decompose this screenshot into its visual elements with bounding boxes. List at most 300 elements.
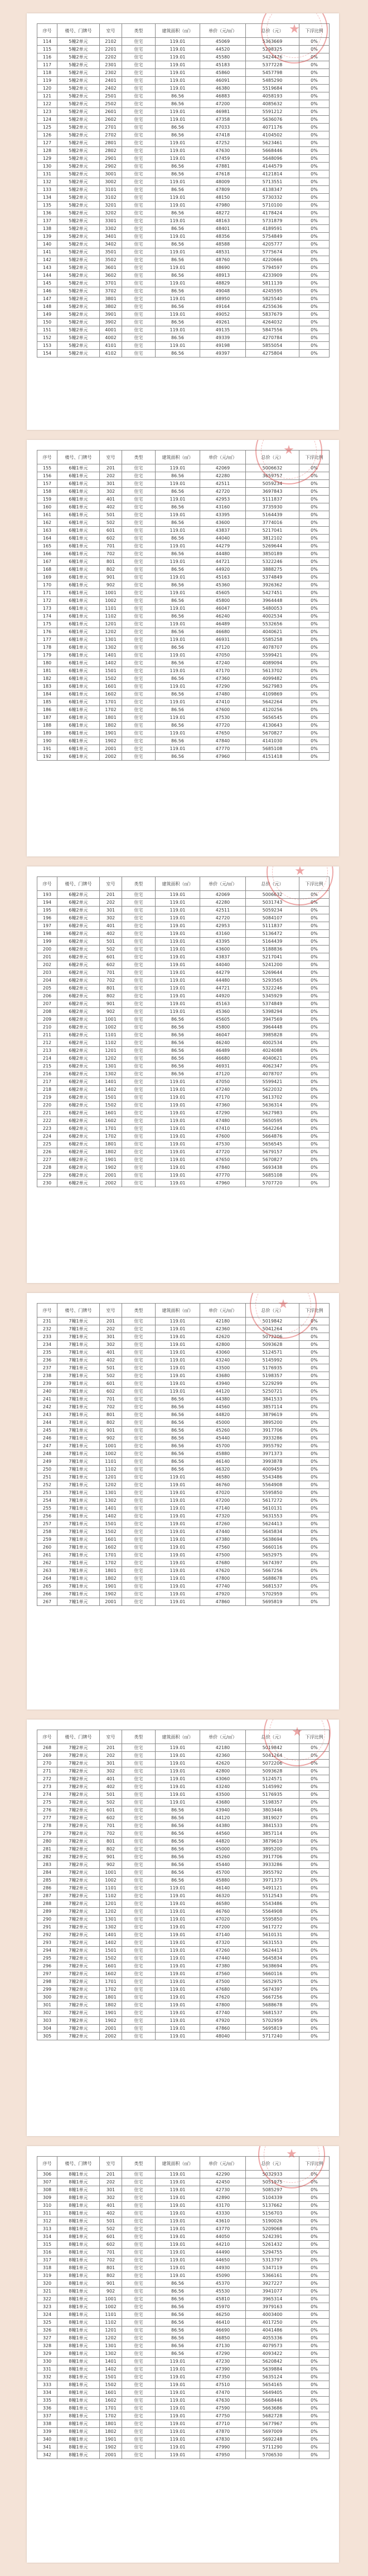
cell-type: 住宅 [122, 124, 156, 131]
cell-room: 1401 [100, 1078, 122, 1086]
cell-type: 住宅 [122, 116, 156, 124]
cell-price: 42730 [200, 2186, 246, 2194]
cell-building: 8幢1单元 [57, 2358, 100, 2366]
cell-price: 47990 [200, 2443, 246, 2451]
cell-building: 7幢1单元 [57, 1333, 100, 1341]
cell-total: 5032933 [246, 2171, 299, 2178]
cell-area: 119.01 [156, 1559, 200, 1567]
table-row [37, 53, 330, 61]
cell-type: 住宅 [122, 1179, 156, 1187]
cell-area: 119.01 [156, 899, 200, 907]
cell-room: 1001 [100, 1869, 122, 1877]
cell-index: 281 [37, 1845, 57, 1853]
cell-area: 119.01 [156, 2225, 200, 2233]
cell-room: 801 [100, 2264, 122, 2272]
cell-type: 住宅 [122, 100, 156, 108]
cell-building: 6幢1单元 [57, 636, 100, 644]
cell-type: 住宅 [122, 581, 156, 589]
cell-total: 4178424 [246, 209, 299, 217]
cell-price: 45260 [200, 1853, 246, 1861]
cell-price: 47350 [200, 2373, 246, 2381]
cell-room: 501 [100, 1791, 122, 1799]
cell-total: 5667256 [246, 1994, 299, 2001]
cell-discount: 0% [299, 992, 330, 1000]
cell-building: 5幢2单元 [57, 85, 100, 92]
cell-type: 住宅 [122, 217, 156, 225]
cell-building: 7幢2单元 [57, 1775, 100, 1783]
table-row [37, 2311, 330, 2319]
cell-price: 42450 [200, 2178, 246, 2186]
cell-index: 136 [37, 209, 57, 217]
cell-discount: 0% [299, 714, 330, 722]
cell-area: 86.56 [156, 272, 200, 280]
cell-area: 119.01 [156, 46, 200, 53]
cell-area: 86.56 [156, 1466, 200, 1473]
table-row [37, 2350, 330, 2358]
cell-index: 285 [37, 1877, 57, 1884]
cell-total: 4003400 [246, 2311, 299, 2319]
cell-building: 8幢1单元 [57, 2350, 100, 2358]
cell-room: 1201 [100, 620, 122, 628]
cell-total: 5682728 [246, 2412, 299, 2420]
cell-type: 住宅 [122, 46, 156, 53]
cell-room: 1402 [100, 1939, 122, 1947]
cell-total: 3659757 [246, 472, 299, 480]
cell-price: 47410 [200, 1125, 246, 1133]
cell-area: 86.56 [156, 209, 200, 217]
cell-price: 43500 [200, 1791, 246, 1799]
cell-discount: 0% [299, 1164, 330, 1172]
cell-type: 住宅 [122, 535, 156, 542]
cell-type: 住宅 [122, 1583, 156, 1590]
cell-building: 8幢1单元 [57, 2241, 100, 2249]
table-row [37, 1767, 330, 1775]
cell-room: 1202 [100, 1055, 122, 1062]
cell-room: 1402 [100, 2366, 122, 2373]
cell-area: 119.01 [156, 2178, 200, 2186]
cell-total: 5374849 [246, 574, 299, 581]
cell-type: 住宅 [122, 589, 156, 597]
cell-total: 3735930 [246, 503, 299, 511]
cell-discount: 0% [299, 2443, 330, 2451]
cell-building: 5幢2单元 [57, 334, 100, 342]
cell-area: 119.01 [156, 683, 200, 690]
cell-index: 137 [37, 217, 57, 225]
cell-discount: 0% [299, 326, 330, 334]
cell-room: 902 [100, 581, 122, 589]
cell-price: 43680 [200, 1799, 246, 1806]
cell-discount: 0% [299, 53, 330, 61]
cell-area: 86.56 [156, 2295, 200, 2303]
cell-price: 46489 [200, 620, 246, 628]
cell-type: 住宅 [122, 1900, 156, 1908]
cell-total: 5695819 [246, 2025, 299, 2033]
cell-discount: 0% [299, 61, 330, 69]
cell-room: 802 [100, 2272, 122, 2280]
cell-area: 86.56 [156, 1845, 200, 1853]
table-row [37, 2404, 330, 2412]
cell-type: 住宅 [122, 1908, 156, 1916]
cell-total: 5188836 [246, 946, 299, 953]
cell-total: 4121814 [246, 170, 299, 178]
table-row [37, 2334, 330, 2342]
table-row [37, 163, 330, 170]
table-row [37, 683, 330, 690]
cell-room: 1901 [100, 2009, 122, 2017]
cell-index: 159 [37, 496, 57, 503]
cell-discount: 0% [299, 1752, 330, 1760]
cell-discount: 0% [299, 2358, 330, 2366]
table-row [37, 953, 330, 961]
table-row [37, 2033, 330, 2040]
cell-index: 256 [37, 1512, 57, 1520]
cell-discount: 0% [299, 1861, 330, 1869]
cell-area: 119.01 [156, 1172, 200, 1179]
cell-price: 47740 [200, 1583, 246, 1590]
cell-area: 119.01 [156, 1994, 200, 2001]
cell-index: 330 [37, 2358, 57, 2366]
cell-type: 住宅 [122, 620, 156, 628]
cell-discount: 0% [299, 1133, 330, 1140]
cell-type: 住宅 [122, 1325, 156, 1333]
cell-total: 5585258 [246, 636, 299, 644]
cell-room: 301 [100, 1333, 122, 1341]
cell-index: 139 [37, 233, 57, 241]
cell-building: 8幢1单元 [57, 2451, 100, 2459]
cell-price: 44930 [200, 2264, 246, 2272]
cell-building: 7幢2单元 [57, 1916, 100, 1923]
cell-building: 5幢2单元 [57, 124, 100, 131]
cell-price: 47740 [200, 2009, 246, 2017]
cell-index: 261 [37, 1551, 57, 1559]
cell-index: 190 [37, 737, 57, 745]
table-row [37, 464, 330, 472]
cell-index: 341 [37, 2443, 57, 2451]
cell-index: 301 [37, 2001, 57, 2009]
cell-room: 1601 [100, 1962, 122, 1970]
table-row [37, 1528, 330, 1536]
cell-room: 301 [100, 480, 122, 488]
cell-total: 5085297 [246, 2186, 299, 2194]
cell-discount: 0% [299, 38, 330, 46]
cell-price: 43940 [200, 1806, 246, 1814]
cell-price: 42800 [200, 1341, 246, 1349]
cell-type: 住宅 [122, 1481, 156, 1489]
cell-type: 住宅 [122, 1822, 156, 1830]
table-row [37, 2017, 330, 2025]
cell-area: 119.01 [156, 652, 200, 659]
cell-total: 5269644 [246, 542, 299, 550]
cell-area: 86.56 [156, 225, 200, 233]
cell-index: 240 [37, 1388, 57, 1395]
cell-building: 8幢1单元 [57, 2303, 100, 2311]
cell-type: 住宅 [122, 2241, 156, 2249]
cell-type: 住宅 [122, 914, 156, 922]
cell-index: 317 [37, 2256, 57, 2264]
cell-total: 5145992 [246, 1783, 299, 1791]
table-row [37, 1567, 330, 1575]
table-row [37, 2202, 330, 2210]
cell-discount: 0% [299, 2017, 330, 2025]
cell-total: 5668446 [246, 147, 299, 155]
cell-total: 5124571 [246, 1349, 299, 1356]
cell-type: 住宅 [122, 519, 156, 527]
cell-price: 43240 [200, 1783, 246, 1791]
cell-discount: 0% [299, 1931, 330, 1939]
table-row [37, 620, 330, 628]
cell-type: 住宅 [122, 1117, 156, 1125]
cell-price: 47140 [200, 1505, 246, 1512]
cell-price: 47530 [200, 714, 246, 722]
cell-total: 5366161 [246, 2272, 299, 2280]
cell-building: 7幢1单元 [57, 1349, 100, 1356]
cell-type: 住宅 [122, 1016, 156, 1023]
cell-area: 86.56 [156, 303, 200, 311]
table-row [37, 946, 330, 953]
table-row [37, 1923, 330, 1931]
cell-index: 223 [37, 1125, 57, 1133]
cell-discount: 0% [299, 163, 330, 170]
cell-room: 502 [100, 2225, 122, 2233]
cell-area: 119.01 [156, 2420, 200, 2428]
table-row [37, 938, 330, 946]
cell-total: 5322246 [246, 985, 299, 992]
cell-building: 5幢2单元 [57, 116, 100, 124]
table-row [37, 1931, 330, 1939]
cell-price: 47440 [200, 1955, 246, 1962]
table-row [37, 326, 330, 334]
cell-type: 住宅 [122, 2295, 156, 2303]
table-row [37, 714, 330, 722]
table-row [37, 745, 330, 753]
column-header-price: 单价（元/㎡） [200, 1304, 246, 1318]
cell-price: 44120 [200, 1388, 246, 1395]
cell-price: 47510 [200, 2381, 246, 2389]
cell-area: 119.01 [156, 2233, 200, 2241]
cell-price: 43600 [200, 519, 246, 527]
cell-price: 42180 [200, 1318, 246, 1325]
cell-total: 5677967 [246, 2420, 299, 2428]
cell-building: 7幢2单元 [57, 1877, 100, 1884]
table-row [37, 2342, 330, 2350]
cell-type: 住宅 [122, 1333, 156, 1341]
cell-discount: 0% [299, 1590, 330, 1598]
cell-total: 5638694 [246, 1962, 299, 1970]
cell-area: 86.56 [156, 675, 200, 683]
cell-index: 300 [37, 1994, 57, 2001]
cell-room: 1802 [100, 1148, 122, 1156]
cell-index: 182 [37, 675, 57, 683]
cell-room: 1601 [100, 683, 122, 690]
cell-building: 5幢2单元 [57, 319, 100, 326]
cell-area: 86.56 [156, 1419, 200, 1427]
cell-discount: 0% [299, 256, 330, 264]
cell-type: 住宅 [122, 1062, 156, 1070]
cell-price: 47881 [200, 163, 246, 170]
cell-index: 310 [37, 2202, 57, 2210]
cell-room: 202 [100, 2178, 122, 2186]
table-row [37, 319, 330, 326]
cell-area: 119.01 [156, 139, 200, 147]
cell-total: 3965314 [246, 2295, 299, 2303]
cell-type: 住宅 [122, 1916, 156, 1923]
column-header-total: 总价（元） [246, 2157, 299, 2171]
cell-area: 119.01 [156, 1791, 200, 1799]
cell-price: 47960 [200, 753, 246, 761]
cell-area: 86.56 [156, 1838, 200, 1845]
cell-room: 1902 [100, 2443, 122, 2451]
cell-index: 246 [37, 1434, 57, 1442]
cell-building: 8幢1单元 [57, 2404, 100, 2412]
cell-room: 2002 [100, 753, 122, 761]
cell-building: 6幢2单元 [57, 1023, 100, 1031]
cell-discount: 0% [299, 2381, 330, 2389]
cell-index: 120 [37, 85, 57, 92]
table-row [37, 1978, 330, 1986]
cell-total: 5670827 [246, 1156, 299, 1164]
cell-area: 119.01 [156, 977, 200, 985]
cell-index: 143 [37, 264, 57, 272]
cell-type: 住宅 [122, 2428, 156, 2436]
cell-index: 323 [37, 2303, 57, 2311]
document-page [27, 13, 339, 430]
cell-type: 住宅 [122, 527, 156, 535]
cell-price: 45000 [200, 1845, 246, 1853]
cell-building: 6幢1单元 [57, 535, 100, 542]
cell-discount: 0% [299, 1442, 330, 1450]
cell-type: 住宅 [122, 2319, 156, 2327]
cell-room: 2902 [100, 163, 122, 170]
cell-building: 7幢2单元 [57, 1986, 100, 1994]
cell-total: 3879619 [246, 1411, 299, 1419]
cell-index: 273 [37, 1783, 57, 1791]
cell-price: 48950 [200, 295, 246, 303]
cell-discount: 0% [299, 1536, 330, 1544]
cell-index: 279 [37, 1830, 57, 1838]
cell-type: 住宅 [122, 272, 156, 280]
cell-index: 247 [37, 1442, 57, 1450]
cell-price: 45700 [200, 1869, 246, 1877]
cell-discount: 0% [299, 1497, 330, 1505]
cell-building: 6幢2单元 [57, 1047, 100, 1055]
cell-type: 住宅 [122, 2412, 156, 2420]
cell-index: 114 [37, 38, 57, 46]
cell-room: 701 [100, 2249, 122, 2256]
cell-discount: 0% [299, 1411, 330, 1419]
cell-room: 702 [100, 1830, 122, 1838]
cell-room: 502 [100, 946, 122, 953]
cell-type: 住宅 [122, 1947, 156, 1955]
cell-type: 住宅 [122, 1760, 156, 1767]
cell-building: 5幢2单元 [57, 38, 100, 46]
cell-building: 6幢2单元 [57, 1086, 100, 1094]
cell-total: 3879619 [246, 1838, 299, 1845]
cell-index: 126 [37, 131, 57, 139]
cell-discount: 0% [299, 683, 330, 690]
cell-area: 119.01 [156, 1931, 200, 1939]
cell-area: 119.01 [156, 1760, 200, 1767]
table-row [37, 248, 330, 256]
cell-discount: 0% [299, 2319, 330, 2327]
cell-discount: 0% [299, 1179, 330, 1187]
cell-index: 244 [37, 1419, 57, 1427]
cell-index: 149 [37, 311, 57, 319]
cell-building: 6幢1单元 [57, 698, 100, 706]
cell-type: 住宅 [122, 2280, 156, 2288]
cell-room: 4002 [100, 334, 122, 342]
cell-type: 住宅 [122, 644, 156, 652]
cell-index: 179 [37, 652, 57, 659]
table-row [37, 85, 330, 92]
cell-type: 住宅 [122, 186, 156, 194]
cell-room: 1902 [100, 2017, 122, 2025]
cell-price: 46931 [200, 636, 246, 644]
cell-price: 42360 [200, 1752, 246, 1760]
cell-price: 42511 [200, 907, 246, 914]
cell-area: 119.01 [156, 248, 200, 256]
cell-total: 5377228 [246, 61, 299, 69]
cell-area: 119.01 [156, 938, 200, 946]
cell-type: 住宅 [122, 69, 156, 77]
cell-total: 5692248 [246, 2436, 299, 2443]
cell-building: 7幢2单元 [57, 1752, 100, 1760]
cell-building: 6幢1单元 [57, 542, 100, 550]
cell-index: 222 [37, 1117, 57, 1125]
table-row [37, 1109, 330, 1117]
cell-index: 180 [37, 659, 57, 667]
cell-total: 3979163 [246, 2303, 299, 2311]
cell-index: 294 [37, 1947, 57, 1955]
cell-room: 3902 [100, 319, 122, 326]
cell-index: 155 [37, 464, 57, 472]
cell-building: 8幢1单元 [57, 2249, 100, 2256]
cell-total: 4270784 [246, 334, 299, 342]
cell-price: 49198 [200, 342, 246, 350]
cell-room: 3301 [100, 217, 122, 225]
cell-building: 6幢2单元 [57, 1000, 100, 1008]
cell-building: 6幢2单元 [57, 1039, 100, 1047]
cell-total: 5693438 [246, 1164, 299, 1172]
cell-area: 86.56 [156, 1806, 200, 1814]
table-row [37, 342, 330, 350]
table-row [37, 1140, 330, 1148]
cell-total: 3895200 [246, 1845, 299, 1853]
cell-price: 44380 [200, 1822, 246, 1830]
cell-total: 5674397 [246, 1986, 299, 1994]
cell-total: 5564908 [246, 1908, 299, 1916]
cell-discount: 0% [299, 272, 330, 280]
cell-room: 1201 [100, 1473, 122, 1481]
cell-index: 332 [37, 2373, 57, 2381]
cell-total: 5702959 [246, 1590, 299, 1598]
cell-discount: 0% [299, 1551, 330, 1559]
cell-index: 296 [37, 1962, 57, 1970]
cell-area: 119.01 [156, 1923, 200, 1931]
cell-area: 119.01 [156, 2033, 200, 2040]
cell-type: 住宅 [122, 1000, 156, 1008]
cell-area: 119.01 [156, 914, 200, 922]
cell-building: 8幢1单元 [57, 2342, 100, 2350]
cell-building: 6幢1单元 [57, 745, 100, 753]
cell-price: 47240 [200, 1086, 246, 1094]
cell-room: 601 [100, 527, 122, 535]
cell-room: 3402 [100, 241, 122, 248]
cell-total: 3993878 [246, 1458, 299, 1466]
cell-area: 86.56 [156, 100, 200, 108]
cell-discount: 0% [299, 472, 330, 480]
cell-discount: 0% [299, 139, 330, 147]
cell-room: 2102 [100, 38, 122, 46]
